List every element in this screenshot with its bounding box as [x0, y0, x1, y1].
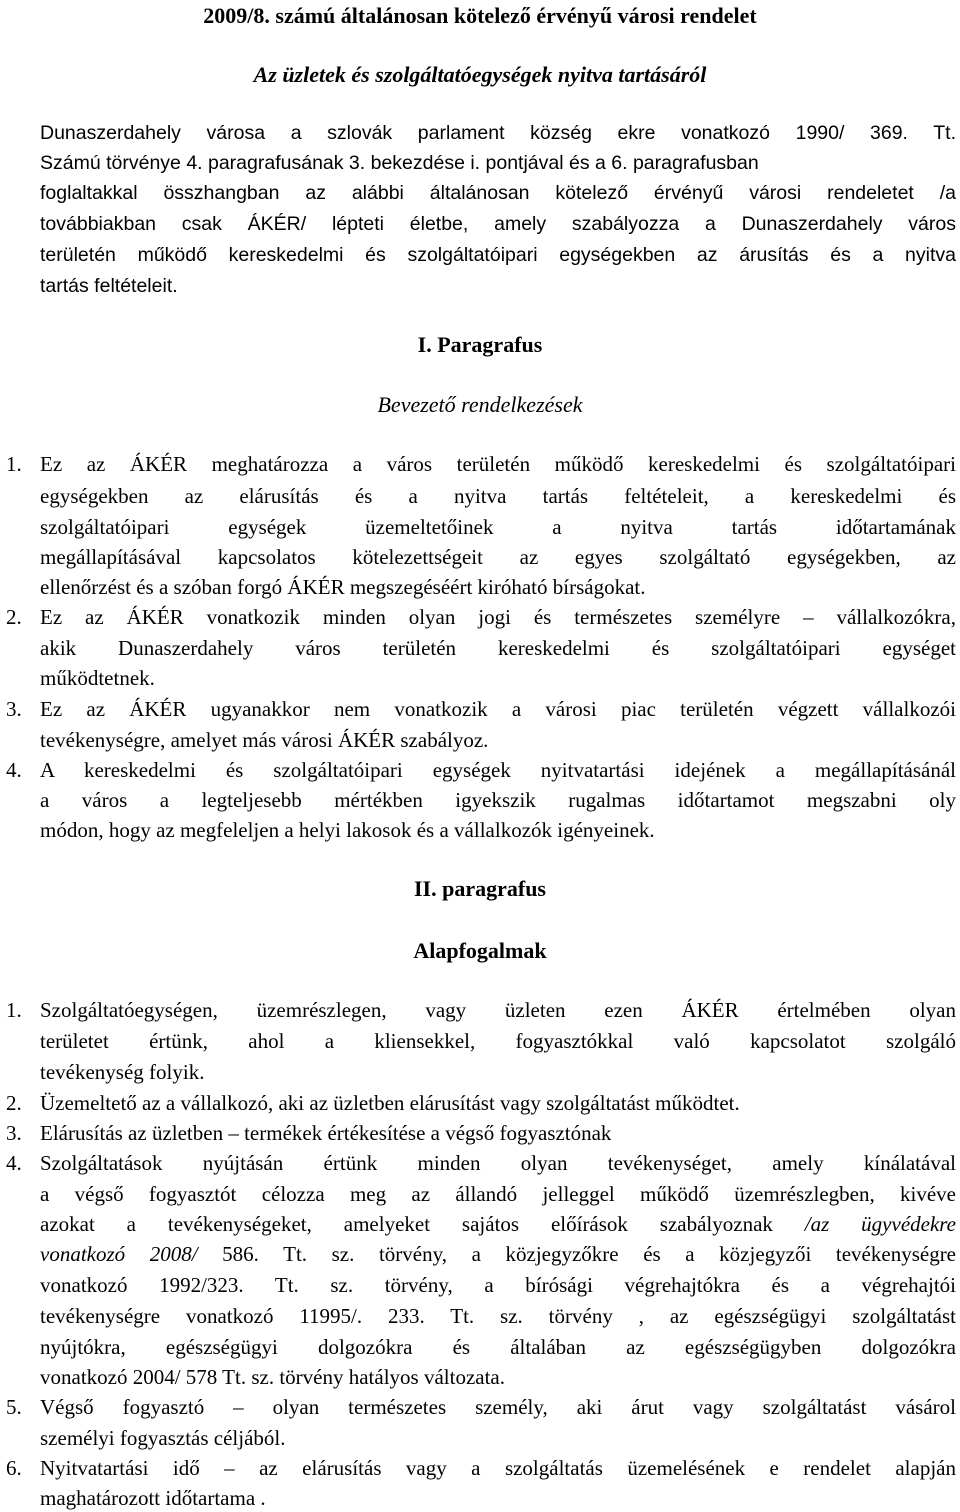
list-item-text: 586. Tt. sz. törvény, a közjegyzőkre és a közjegyzői tevékenységre — [222, 1242, 957, 1266]
list-item-line — [40, 1240, 956, 1268]
list-item-italic: /az ügyvédekre — [804, 1212, 956, 1236]
list-item-line: A kereskedelmi és szolgáltatóipari egységek nyitvatartási idejének a megállapításánál — [40, 758, 956, 782]
list-item-line: vonatkozó 2004/ 578 Tt. sz. törvény hatályos változata. — [40, 1365, 506, 1389]
list-item-line: Szolgáltatások nyújtásán értünk minden olyan tevékenységet, amely kínálatával — [40, 1151, 956, 1175]
list-item-line: egységekben az elárusítás és a nyitva tartás feltételeit, a kereskedelmi és — [40, 484, 956, 508]
list-item-text: azokat a tevékenységeket, amelyeket sajátos előírások szabályoznak — [40, 1212, 773, 1236]
list-item-line: Szolgáltatóegységen, üzemrészlegen, vagy üzleten ezen ÁKÉR értelmében olyan — [40, 998, 956, 1022]
section-heading: II. paragrafus — [413, 876, 546, 901]
list-item-line: személyi fogyasztás céljából. — [40, 1426, 286, 1450]
intro-line: Dunaszerdahely városa a szlovák parlament község ekre vonatkozó 1990/ 369. Tt. — [40, 122, 956, 144]
list-item-line: ellenőrzést és a szóban forgó ÁKÉR megszegéséért kiróható bírságokat. — [40, 575, 646, 599]
section-heading: I. Paragrafus — [417, 332, 543, 357]
intro-line: foglaltakkal összhangban az alábbi általánosan kötelező érvényű városi rendeletet /a — [40, 182, 956, 204]
list-item-number: 1. — [6, 452, 22, 476]
list-item-line: módon, hogy az megfeleljen a helyi lakosok és a vállalkozók igényeinek. — [40, 818, 655, 842]
list-item-number: 3. — [6, 1121, 22, 1145]
list-item-number: 6. — [6, 1456, 22, 1480]
list-item-line: maghatározott időtartama . — [40, 1486, 266, 1510]
intro-line: Számú törvénye 4. paragrafusának 3. bekezdése i. pontjával és a 6. paragrafusban — [40, 152, 759, 174]
list-item-line: tevékenységre, amelyet más városi ÁKÉR szabályoz. — [40, 728, 489, 752]
list-item-number: 4. — [6, 758, 22, 782]
list-item-line: Ez az ÁKÉR vonatkozik minden olyan jogi és természetes személyre – vállalkozókra, — [40, 605, 956, 629]
list-item-line: Ez az ÁKÉR ugyanakkor nem vonatkozik a városi piac területén végzett vállalkozói — [40, 697, 956, 721]
list-item-line: a város a legteljesebb mértékben igyekszik rugalmas időtartamot megszabni oly — [40, 788, 956, 812]
section-subheading: Bevezető rendelkezések — [377, 392, 583, 417]
list-item-line: Nyitvatartási idő – az elárusítás vagy a szolgáltatás üzemelésének e rendelet alapján — [40, 1456, 956, 1480]
list-item-line: nyújtókra, egészségügyi dolgozókra és általában az egészségügyben dolgozókra — [40, 1335, 956, 1359]
document-subtitle: Az üzletek és szolgáltatóegységek nyitva tartásáról — [253, 62, 707, 87]
list-item-line: területet értünk, ahol a kliensekkel, fogyasztókkal való kapcsolatot szolgáló — [40, 1029, 956, 1053]
list-item-number: 3. — [6, 697, 22, 721]
intro-line: területén működő kereskedelmi és szolgáltatóipari egységekben az árusítás és a nyitva — [40, 244, 956, 266]
list-item-line: Elárusítás az üzletben – termékek értékesítése a végső fogyasztónak — [40, 1121, 612, 1145]
list-item-line: megállapításával kapcsolatos kötelezettségeit az egyes szolgáltató egységekben, az — [40, 545, 956, 569]
list-item-line: szolgáltatóipari egységek üzemeltetőinek a nyitva tartás időtartamának — [40, 515, 956, 539]
list-item-line — [40, 1210, 956, 1238]
list-item-line: tevékenységre vonatkozó 11995/. 233. Tt. sz. törvény , az egészségügyi szolgáltatást — [40, 1304, 956, 1328]
list-item-number: 5. — [6, 1395, 22, 1419]
intro-line: továbbiakban csak ÁKÉR/ lépteti életbe, amely szabályozza a Dunaszerdahely város — [40, 213, 956, 235]
list-item-line: Ez az ÁKÉR meghatározza a város területén működő kereskedelmi és szolgáltatóipari — [40, 452, 956, 476]
list-item-line: tevékenység folyik. — [40, 1060, 205, 1084]
list-item-line: működtetnek. — [40, 666, 155, 690]
list-item-line: vonatkozó 1992/323. Tt. sz. törvény, a bírósági végrehajtókra és a végrehajtói — [40, 1273, 956, 1297]
list-item-line: akik Dunaszerdahely város területén kereskedelmi és szolgáltatóipari egységet — [40, 636, 956, 660]
list-item-number: 2. — [6, 1091, 22, 1115]
list-item-italic: vonatkozó 2008/ — [40, 1242, 198, 1266]
list-item-line: Üzemeltető az a vállalkozó, aki az üzletben elárusítást vagy szolgáltatást működtet. — [40, 1091, 740, 1115]
list-item-line: a végső fogyasztót célozza meg az állandó jelleggel működő üzemrészlegben, kivéve — [40, 1182, 956, 1206]
list-item-number: 4. — [6, 1151, 22, 1175]
list-item-number: 1. — [6, 998, 22, 1022]
document-title: 2009/8. számú általánosan kötelező érvényű városi rendelet — [203, 3, 757, 28]
list-item-number: 2. — [6, 605, 22, 629]
list-item-line: Végső fogyasztó – olyan természetes személy, aki árut vagy szolgáltatást vásárol — [40, 1395, 956, 1419]
intro-line: tartás feltételeit. — [40, 275, 178, 297]
section-subheading: Alapfogalmak — [413, 938, 547, 963]
